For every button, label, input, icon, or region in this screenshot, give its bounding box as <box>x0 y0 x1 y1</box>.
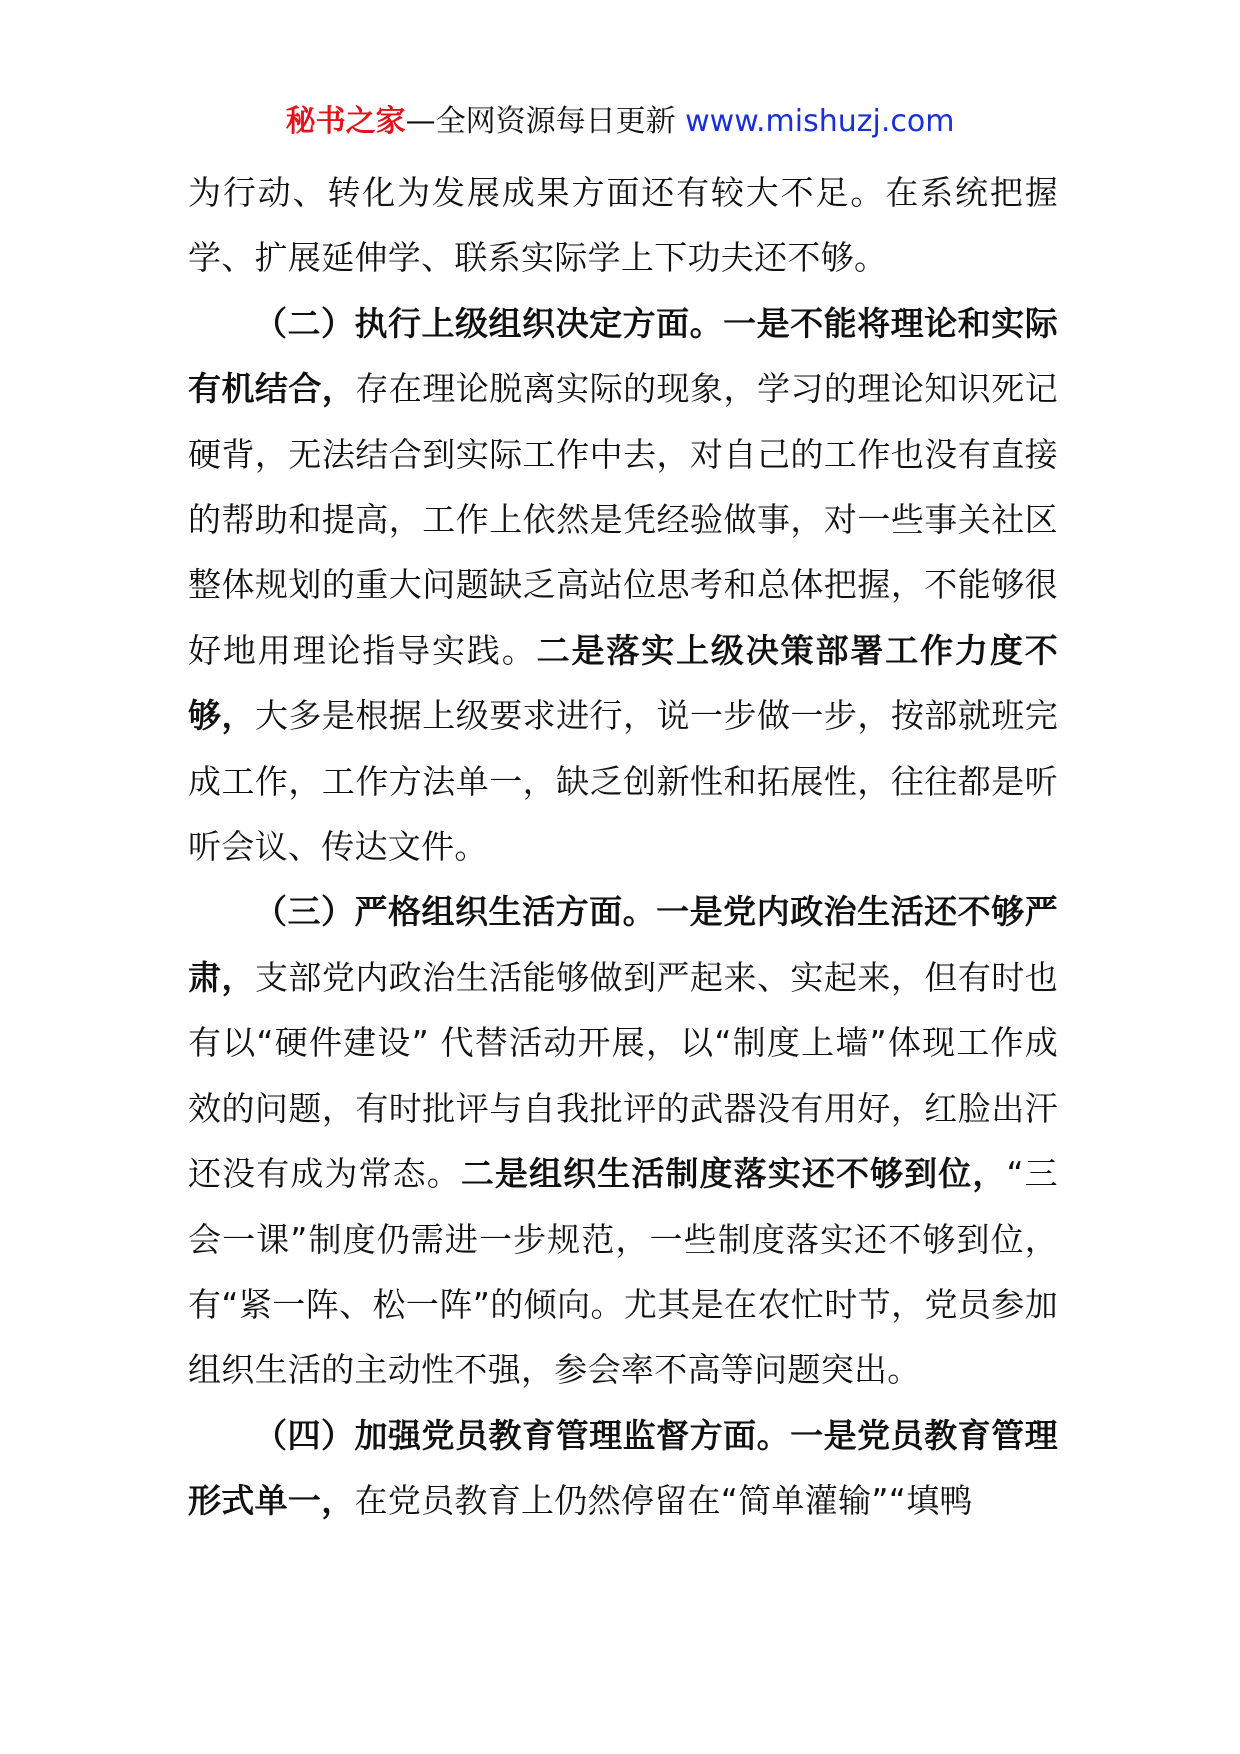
text-run: 在党员教育上仍然停留在“简单灌输”“填鸭 <box>354 1481 973 1521</box>
header-brand: 秘书之家 <box>285 104 406 139</box>
paragraph-2 <box>188 291 1058 880</box>
paragraph-1 <box>188 160 1058 291</box>
bold-text-run: 二是落实上级决策部署工作力度不够， <box>188 630 1058 736</box>
text-run: 存在理论脱离实际的现象，学习的理论知识死记硬背，无法结合到实际工作中去，对自己的工作也没有直接的帮助和提高，工作上依然是凭经验做事，对一些事关社区整体规划的重大问题缺乏高站位思考和总体把握，不能够很好地用理论指导实践。 <box>188 369 1058 670</box>
header-slogan: —全网资源每日更新 <box>405 104 676 139</box>
bold-text-run: 二是组织生活制度落实还不够到位， <box>460 1154 1007 1194</box>
text-run: 大多是根据上级要求进行，说一步做一步，按部就班完成工作，工作方法单一，缺乏创新性和拓展性，往往都是听听会议、传达文件。 <box>188 696 1058 867</box>
page-header <box>0 100 1240 144</box>
document-body <box>188 160 1058 1534</box>
text-run: 支部党内政治生活能够做到严起来、实起来，但有时也有以“硬件建设” 代替活动开展，以“制度上墙”体现工作成效的问题，有时批评与自我批评的武器没有用好，红脸出汗还没有成为常态。 <box>188 957 1058 1194</box>
text-run: “三会一课”制度仍需进一步规范，一些制度落实还不够到位，有“紧一阵、松一阵”的倾向。尤其是在农忙时节，党员参加组织生活的主动性不强，参会率不高等问题突出。 <box>188 1154 1058 1390</box>
header-url-link[interactable]: www.mishuzj.com <box>685 104 955 139</box>
bold-text-run: （三）严格组织生活方面。一是党内政治生活还不够严肃， <box>188 892 1058 997</box>
bold-text-run: （二）执行上级组织决定方面。一是不能将理论和实际有机结合， <box>188 303 1058 409</box>
text-run: 为行动、转化为发展成果方面还有较大不足。在系统把握学、扩展延伸学、联系实际学上下功夫还不够。 <box>188 173 1058 278</box>
paragraph-4 <box>188 1403 1058 1534</box>
bold-text-run: （四）加强党员教育管理监督方面。一是党员教育管理形式单一， <box>188 1415 1058 1521</box>
paragraph-3 <box>188 879 1058 1402</box>
